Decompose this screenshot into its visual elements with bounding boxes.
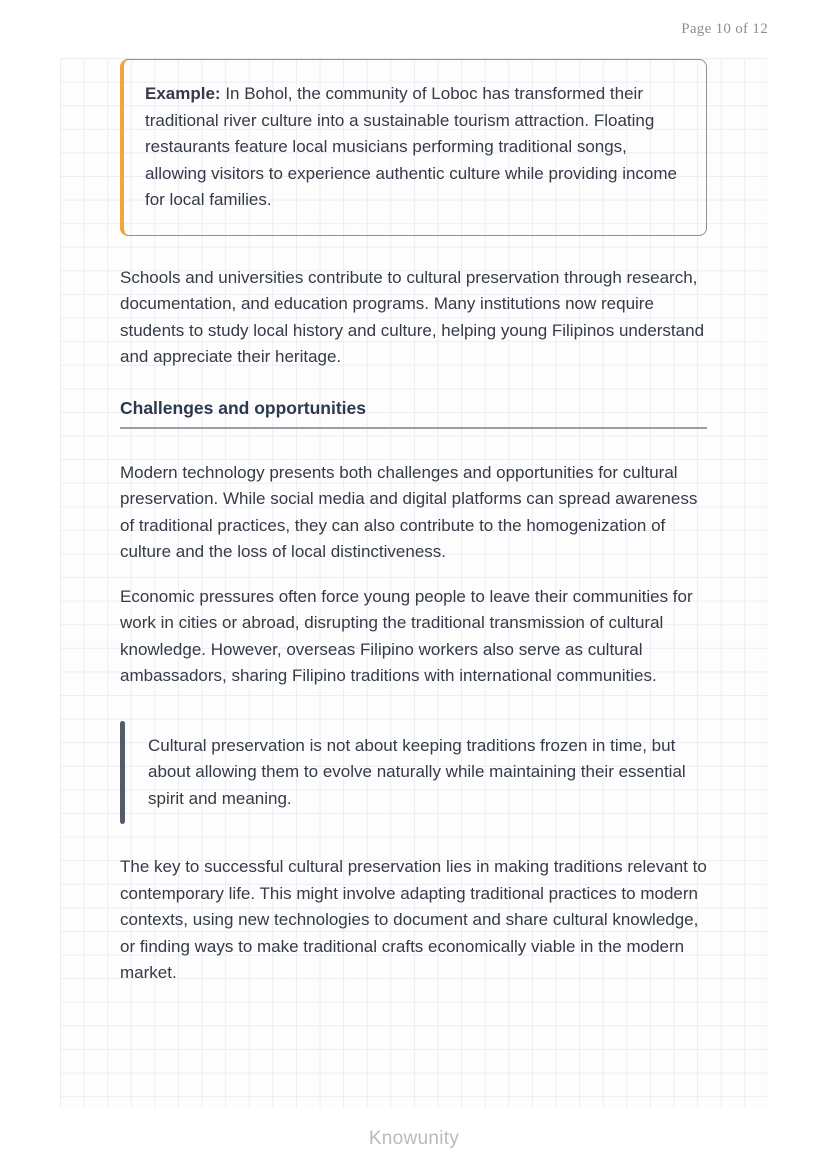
paragraph-key: The key to successful cultural preservation lies in making traditions relevant to contemporary life. This might involve adapting traditional practices to modern contexts, using new technologies to document and share cultural knowledge, or finding ways to make traditional crafts economically viable in the modern market. <box>120 857 707 982</box>
blockquote <box>120 721 707 825</box>
paragraph-economic: Economic pressures often force young people to leave their communities for work in cities or abroad, disrupting the traditional transmission of cultural knowledge. However, overseas Filipino workers also serve as cultural ambassadors, sharing Filipino traditions with international communities. <box>120 586 693 685</box>
paragraph-schools: Schools and universities contribute to cultural preservation through research, documentation, and education programs. Many institutions now require students to study local history and culture, helping young Filipinos understand and appreciate their heritage. <box>120 267 705 366</box>
document-page-sheet <box>60 58 768 1108</box>
example-callout-box <box>120 59 707 236</box>
page-number-indicator: Page 10 of 12 <box>681 21 768 37</box>
document-content <box>60 59 768 987</box>
example-label: Example: <box>145 84 221 103</box>
footer-brand: Knowunity <box>368 1128 460 1149</box>
paragraph-technology: Modern technology presents both challenges and opportunities for cultural preservation. While social media and digital platforms can spread awareness of traditional practices, they can also contribute to the homogenization of culture and the loss of local distinctiveness. <box>120 462 698 561</box>
example-text <box>145 81 682 214</box>
section-heading: Challenges and opportunities <box>120 397 366 418</box>
heading-underline <box>120 427 707 429</box>
quote-bar <box>120 721 125 825</box>
example-body: In Bohol, the community of Loboc has transformed their traditional river culture into a sustainable tourism attraction. Floating restaurants feature local musicians performing traditional songs, allowing visitors to experience authentic culture while providing income for local families. <box>145 84 677 209</box>
quote-text: Cultural preservation is not about keeping traditions frozen in time, but about allowing them to evolve naturally while maintaining their essential spirit and meaning. <box>148 735 686 808</box>
